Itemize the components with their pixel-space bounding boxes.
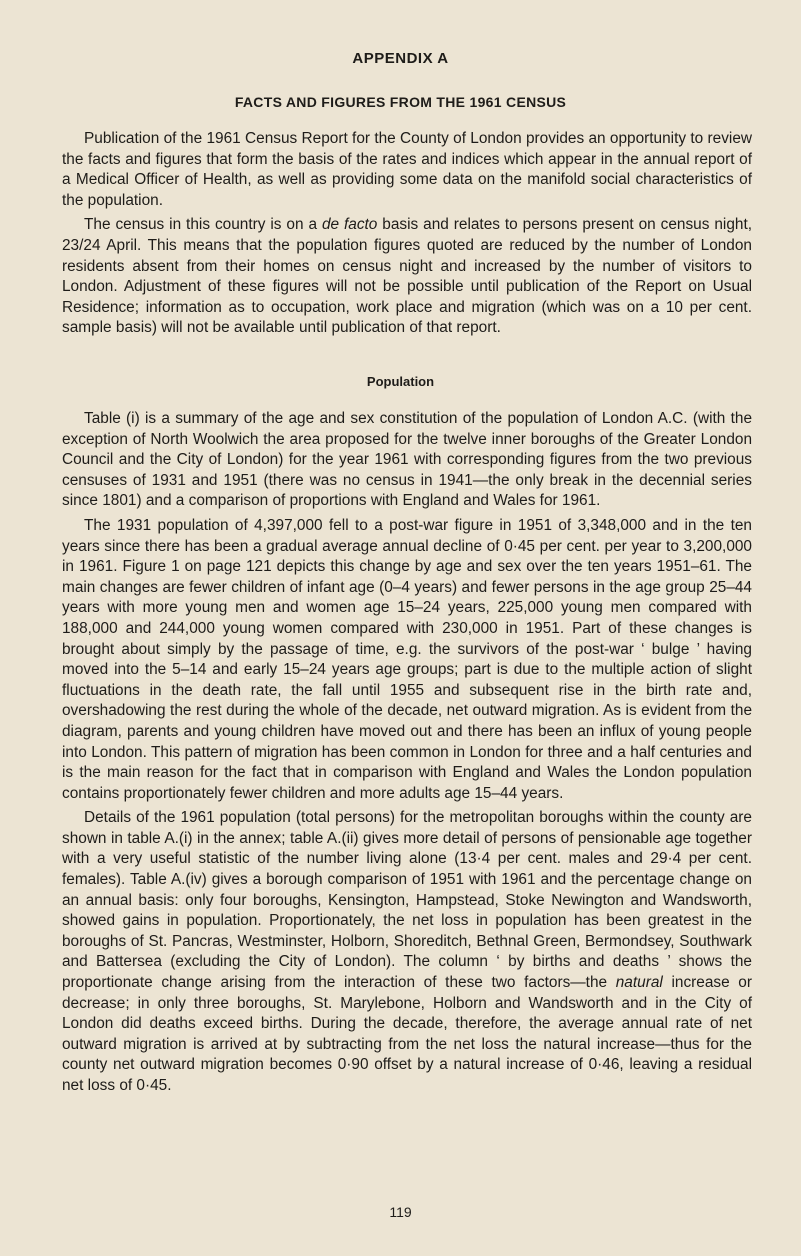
document-subheading: FACTS AND FIGURES FROM THE 1961 CENSUS: [234, 94, 567, 110]
intro-p2-emphasis: de facto: [321, 216, 378, 234]
page-number: 119: [389, 1204, 412, 1220]
population-paragraph-1: Table (i) is a summary of the age and sex constitution of the population of London A.C. (with the exception of North Woolwich the area proposed for the twelve inner boroughs of the Greater London Council and the City of London) for the year 1961 with corresponding figures from the two previous censuses of 1931 and 1951 (there was no census in 1941—the only break in the decennial series since 1801) and a comparison of proportions with England and Wales for 1961.: [62, 410, 752, 510]
intro-p2-text-b: basis and relates to persons present on census night, 23/24 April. This means that the population figures quoted are reduced by the number of London residents absent from their homes on census night and increased by the number of visitors to London. Adjustment of these figures will not be possible until publication of the Report on Usual Residence; information as to occupation, work place and migration (which was on a 10 per cent. sample basis) will not be available until publication of that report.: [62, 216, 753, 337]
population-p3-text-b: increase or decrease; in only three boroughs, St. Marylebone, Holborn and Wandsworth and in the City of London did deaths exceed births. During the decade, therefore, the average annual rate of net outward migration is arrived at by subtracting from the net loss the natural increase—thus for the county net outward migration becomes 0·90 offset by a natural increase of 0·46, leaving a residual net loss of 0·45.: [62, 974, 752, 1094]
population-p3-text-a: Details of the 1961 population (total persons) for the metropolitan boroughs within the county are shown in table A.(i) in the annex; table A.(ii) gives more detail of persons of pensionable age together with a very useful statistic of the number living alone (13·4 per cent. males and 29·4 per cent. females). Table A.(iv) gives a borough comparison of 1951 with 1961 and the percentage change on an annual basis: only four boroughs, Kensington, Hampstead, Stoke Newington and Wandsworth, showed gains in population. Proportionately, the net loss in population has been greatest in the boroughs of St. Pancras, Westminster, Holborn, Shoreditch, Bethnal Green, Bermondsey, Southwark and Battersea (excluding the City of London). The column ‘ by births and deaths ’ shows the proportionate change arising from the interaction of these two factors—the: [62, 809, 752, 992]
intro-paragraph-2: [62, 215, 752, 339]
section-title-population: Population: [366, 374, 435, 389]
appendix-heading: APPENDIX A: [352, 50, 449, 67]
population-paragraph-3: [62, 808, 752, 1096]
intro-p2-text-a: The census in this country is on a: [84, 216, 322, 234]
population-p3-emphasis: natural: [615, 974, 663, 992]
intro-block: [62, 129, 752, 339]
population-block: [62, 409, 752, 1097]
population-paragraph-2: The 1931 population of 4,397,000 fell to a post-war figure in 1951 of 3,348,000 and in the ten years since there has been a gradual average annual decline of 0·45 per cent. per year to 3,200,000 in 1961. Figure 1 on page 121 depicts this change by age and sex over the ten years 1951–61. The main changes are fewer children of infant age (0–4 years) and fewer persons in the age group 25–44 years with more young men and women age 15–24 years, 225,000 young men compared with 188,000 and 244,000 young women compared with 230,000 in 1951. Part of these changes is brought about simply by the passage of time, e.g. the survivors of the post-war ‘ bulge ’ having moved into the 5–14 and early 15–24 years age groups; part is due to the multiple action of slight fluctuations in the death rate, the fall until 1955 and subsequent rise in the birth rate and, overshadowing the rest during the whole of the decade, net outward migration. As is evident from the diagram, parents and young children have moved out and there has been an influx of young people into London. This pattern of migration has been common in London for three and a half centuries and is the main reason for the fact that in comparison with England and Wales the London population contains proportionately fewer children and more adults age 15–44 years.: [62, 516, 752, 802]
intro-paragraph-1: Publication of the 1961 Census Report for the County of London provides an opportunity to review the facts and figures that form the basis of the rates and indices which appear in the annual report of a Medical Officer of Health, as well as providing some data on the manifold social characteristics of the population.: [62, 130, 752, 209]
